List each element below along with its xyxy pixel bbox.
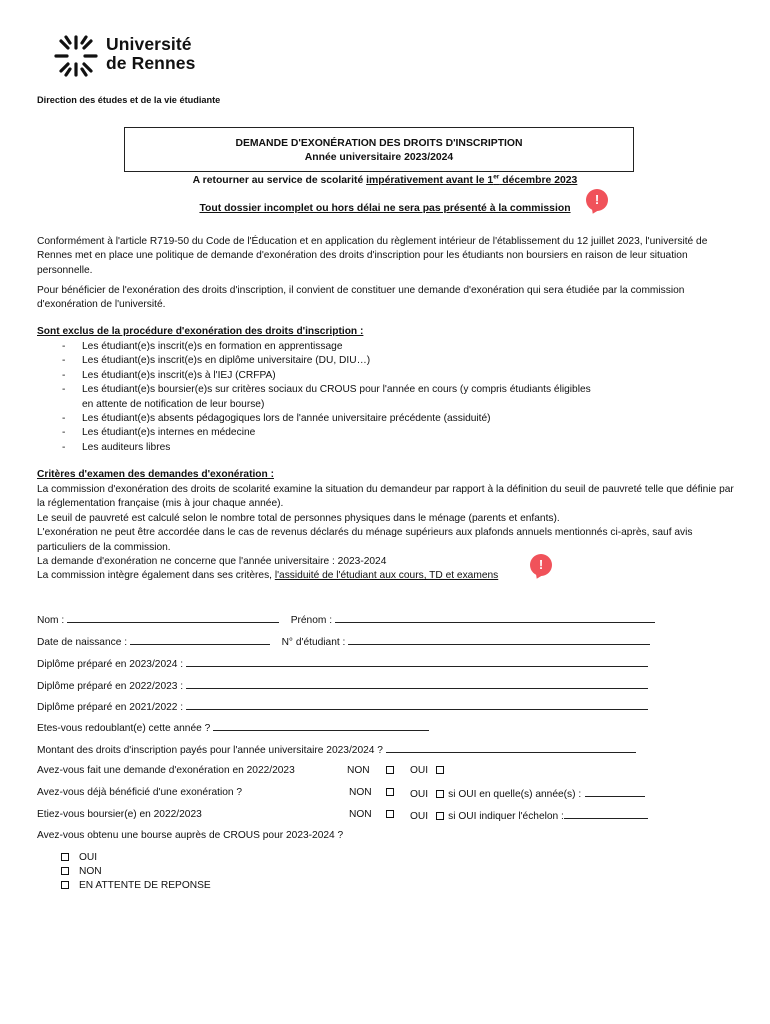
oui-label: OUI	[410, 765, 429, 776]
beneficie-oui	[410, 787, 645, 800]
list-item: - Les étudiant(e)s boursier(e)s sur critères sociaux du CROUS pour l'année en cours (y compris étudiants éligibles en attente de notification de leur bourse)	[62, 383, 602, 412]
crous-option-label: OUI	[79, 852, 98, 863]
demande-non	[347, 765, 398, 776]
boursier-non	[349, 809, 398, 820]
crous-option-oui[interactable]	[57, 852, 97, 863]
deadline-suffix: décembre 2023	[499, 175, 578, 186]
boursier-non-checkbox[interactable]	[386, 810, 394, 818]
criteria-last-prefix: La commission intègre également dans ses critères,	[37, 570, 275, 582]
logo-line-2: de Rennes	[106, 53, 196, 73]
university-logo	[52, 34, 212, 80]
deadline-line	[0, 175, 770, 186]
montant-label: Montant des droits d'inscription payés pour l'année universitaire 2023/2024 ?	[37, 745, 383, 756]
demande-oui	[410, 765, 448, 776]
diplome-2023-input[interactable]	[186, 657, 648, 667]
criteria-assiduite: l'assiduité de l'étudiant aux cours, TD et examens	[274, 570, 499, 582]
document-title: DEMANDE D'EXONÉRATION DES DROITS D'INSCRIPTION	[235, 138, 523, 149]
redoublant-label: Etes-vous redoublant(e) cette année ?	[37, 723, 211, 734]
numero-etudiant-input[interactable]	[348, 635, 650, 645]
prenom-label: Prénom :	[290, 615, 333, 626]
si-oui-annee-label: si OUI en quelle(s) année(s) :	[448, 789, 582, 800]
alert-icon: !	[530, 554, 552, 576]
oui-label: OUI	[410, 811, 429, 822]
list-item: - Les étudiant(e)s inscrit(e)s en formation en apprentissage	[62, 340, 702, 354]
non-label: NON	[349, 787, 372, 798]
oui-label: OUI	[410, 789, 429, 800]
exclusions-heading: Sont exclus de la procédure d'exonération des droits d'inscription :	[37, 326, 364, 337]
beneficie-question-label: Avez-vous déjà bénéficié d'une exonération ?	[37, 787, 243, 798]
criteria-line: La commission d'exonération des droits de scolarité examine la situation du demandeur par rapport à la définition du seuil de pauvreté telle que définie par la réglementation française (mis à jour chaque année).	[37, 484, 734, 510]
criteria-line-last	[37, 569, 737, 583]
deadline-sup: er	[493, 173, 500, 181]
incomplete-warning: Tout dossier incomplet ou hors délai ne sera pas présenté à la commission	[199, 203, 571, 214]
nom-label: Nom :	[37, 615, 65, 626]
beneficie-oui-checkbox[interactable]	[436, 790, 444, 798]
name-row	[37, 613, 655, 626]
direction-label: Direction des études et de la vie étudiante	[37, 95, 221, 105]
beneficie-non-checkbox[interactable]	[386, 788, 394, 796]
list-item: - Les étudiant(e)s internes en médecine	[62, 426, 702, 440]
birth-row	[37, 635, 650, 648]
crous-non-checkbox[interactable]	[61, 867, 69, 875]
boursier-question-label: Etiez-vous boursier(e) en 2022/2023	[37, 809, 202, 820]
crous-option-attente[interactable]	[57, 880, 211, 891]
montant-input[interactable]	[386, 743, 636, 753]
crous-oui-checkbox[interactable]	[61, 853, 69, 861]
diploma-2023-row	[37, 657, 648, 670]
list-item: - Les étudiant(e)s absents pédagogiques lors de l'année universitaire précédente (assiduité)	[62, 412, 702, 426]
si-oui-echelon-label: si OUI indiquer l'échelon :	[448, 811, 564, 822]
academic-year: Année universitaire 2023/2024	[304, 152, 454, 163]
demande-oui-checkbox[interactable]	[436, 766, 444, 774]
deadline-emphasis-text: impérativement avant le 1	[366, 175, 494, 186]
criteria-line: La demande d'exonération ne concerne que l'année universitaire : 2023-2024	[37, 556, 387, 568]
logo-line-1: Université	[106, 34, 192, 54]
crous-attente-checkbox[interactable]	[61, 881, 69, 889]
criteria-line: Le seuil de pauvreté est calculé selon le nombre total de personnes physiques dans le ménage (parents et enfants).	[37, 512, 560, 524]
non-label: NON	[347, 765, 370, 776]
criteria-line: L'exonération ne peut être accordée dans le cas de revenus déclarés du ménage supérieurs aux plafonds annuels mentionnés ci-après, sauf avis particuliers de la commission.	[37, 527, 693, 553]
demande-question-label: Avez-vous fait une demande d'exonération en 2022/2023	[37, 765, 295, 776]
list-item: - Les auditeurs libres	[62, 441, 702, 455]
crous-option-label: EN ATTENTE DE REPONSE	[79, 880, 211, 891]
diplome-2023-label: Diplôme préparé en 2023/2024 :	[37, 659, 184, 670]
redoublant-row	[37, 721, 429, 734]
annees-input[interactable]	[585, 787, 645, 797]
prenom-input[interactable]	[335, 613, 655, 623]
boursier-oui-checkbox[interactable]	[436, 812, 444, 820]
nom-input[interactable]	[67, 613, 279, 623]
intro-paragraph-1: Conformément à l'article R719-50 du Code de l'Éducation et en application du règlement intérieur de l'établissement du 12 juillet 2023, l'université de Rennes met en place une politique de demande d'exonération des droits d'inscription pour les étudiants non boursiers en raison de leur situation personnelle.	[37, 236, 708, 276]
diploma-2021-row	[37, 700, 648, 713]
criteria-heading: Critères d'examen des demandes d'exonération :	[37, 469, 274, 480]
title-box	[124, 127, 634, 172]
echelon-input[interactable]	[564, 809, 648, 819]
numero-etudiant-label: N° d'étudiant :	[281, 637, 346, 648]
date-naissance-input[interactable]	[130, 635, 270, 645]
list-item: - Les étudiant(e)s inscrit(e)s en diplôme universitaire (DU, DIU…)	[62, 354, 702, 368]
boursier-oui	[410, 809, 648, 822]
demande-non-checkbox[interactable]	[386, 766, 394, 774]
non-label: NON	[349, 809, 372, 820]
intro-paragraph-2: Pour bénéficier de l'exonération des droits d'inscription, il convient de constituer une demande d'exonération qui sera étudiée par la commission d'exonération de l'université.	[37, 285, 685, 311]
crous-option-non[interactable]	[57, 866, 102, 877]
diploma-2022-row	[37, 679, 648, 692]
beneficie-non	[349, 787, 398, 798]
list-item: - Les étudiant(e)s inscrit(e)s à l'IEJ (CRFPA)	[62, 369, 702, 383]
exclusions-list	[62, 340, 702, 455]
redoublant-input[interactable]	[213, 721, 429, 731]
diplome-2022-input[interactable]	[186, 679, 648, 689]
criteria-text	[37, 483, 737, 584]
deadline-prefix: A retourner au service de scolarité	[192, 175, 367, 186]
diplome-2021-label: Diplôme préparé en 2021/2022 :	[37, 702, 184, 713]
montant-row	[37, 743, 636, 756]
logo-star-icon	[52, 34, 100, 78]
diplome-2021-input[interactable]	[186, 700, 648, 710]
alert-icon: !	[586, 189, 608, 211]
deadline-emphasis	[366, 175, 577, 186]
crous-option-label: NON	[79, 866, 102, 877]
date-naissance-label: Date de naissance :	[37, 637, 128, 648]
diplome-2022-label: Diplôme préparé en 2022/2023 :	[37, 681, 184, 692]
bourse-crous-question: Avez-vous obtenu une bourse auprès de CROUS pour 2023-2024 ?	[37, 830, 344, 841]
